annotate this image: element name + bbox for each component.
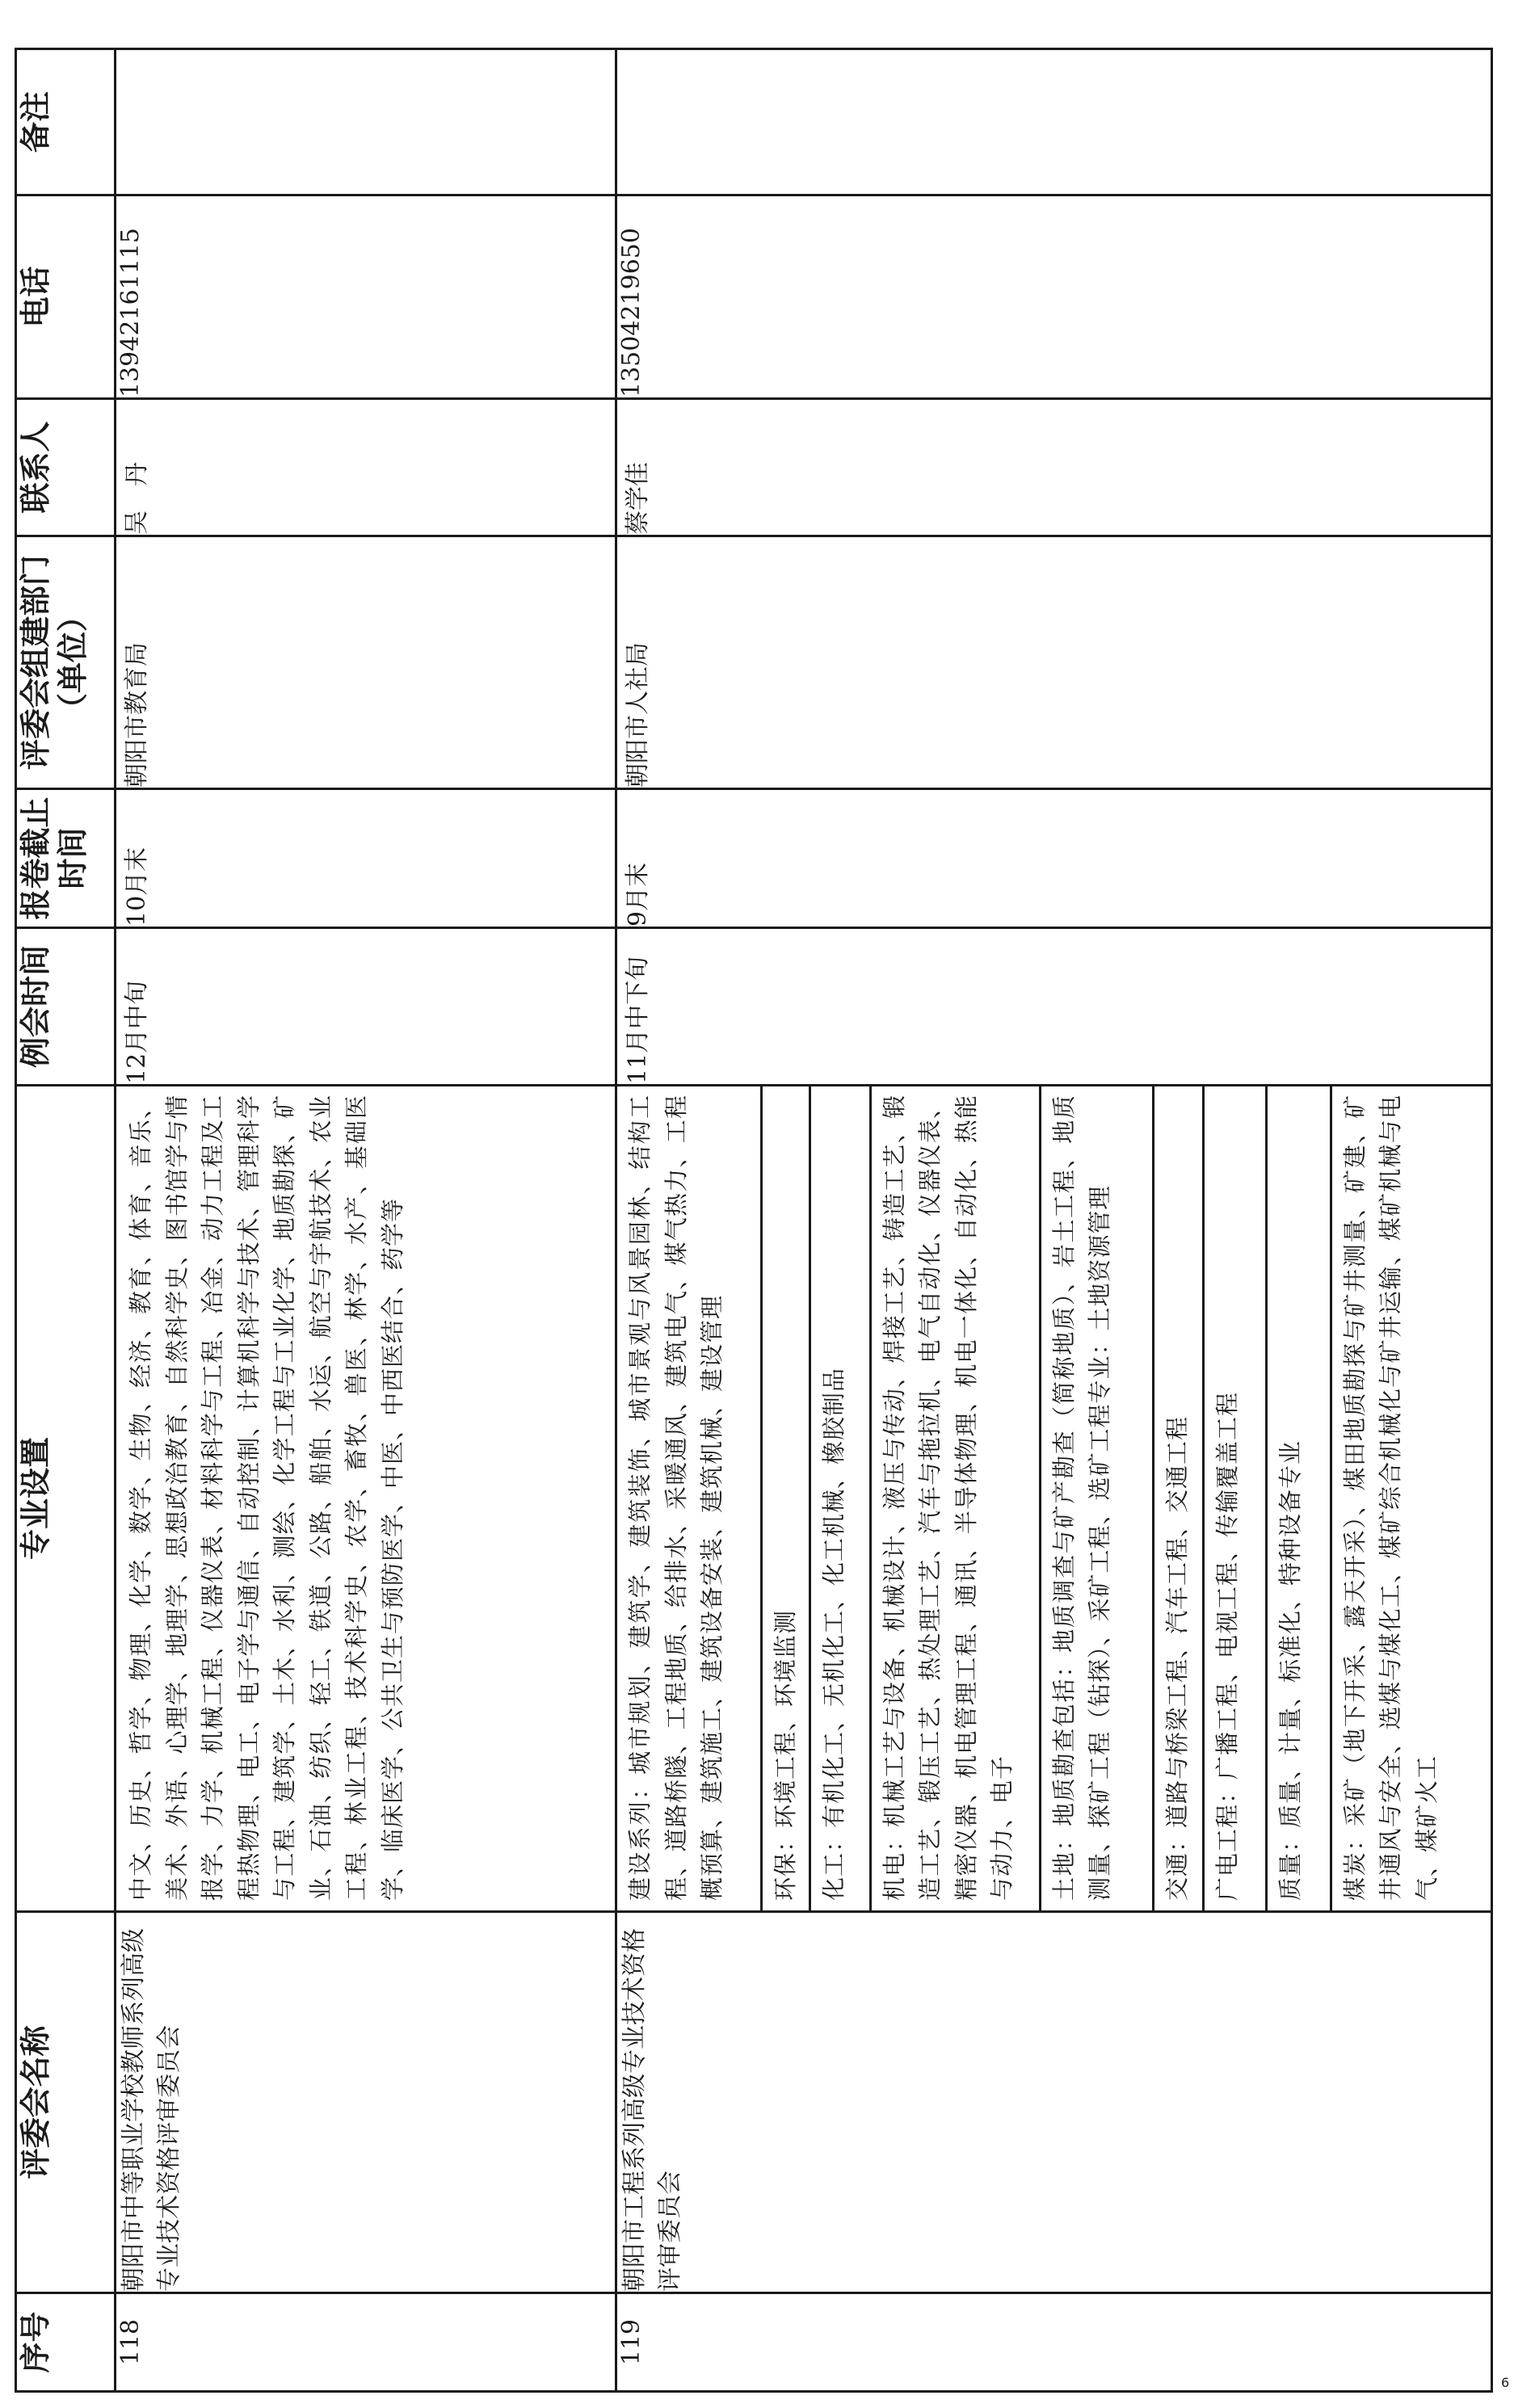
major-group-broadcast: 广电工程：广播工程、电视工程、传输覆盖工程	[1203, 1086, 1266, 1910]
major-group-quality: 质量：质量、计量、标准化、特种设备专业	[1266, 1086, 1331, 1910]
header-seq: 序号	[16, 2293, 116, 2392]
major-group-construction: 建设系列：城市规划、建筑学、建筑装饰、城市景观与风景园林、结构工程、道路桥隧、工程地质、给排水、采暖通风、建筑电气、煤气热力、工程概预算、建筑施工、建筑设备安装、建筑机械、建设管理	[626, 1095, 725, 1901]
row-118-contact: 吴 丹	[116, 399, 616, 536]
row-119-deadline: 9月末	[616, 789, 1492, 928]
header-majors: 专业设置	[16, 1086, 116, 1912]
row-118-seq: 118	[116, 2293, 616, 2392]
committee-table	[15, 48, 1493, 2393]
row-119-committee: 朝阳市工程系列高级专业技术资格评审委员会	[616, 1912, 1492, 2293]
major-group-traffic: 交通：道路与桥梁工程、汽车工程、交通工程	[1153, 1086, 1203, 1910]
header-meeting: 例会时间	[16, 928, 116, 1086]
row-118-deadline: 10月末	[116, 789, 616, 928]
table-sheet	[15, 50, 1493, 2393]
header-dept: 评委会组建部门（单位）	[16, 536, 116, 789]
row-118-remark	[116, 49, 616, 195]
row-119-majors-cell	[616, 1086, 1492, 1912]
row-119-majors-list	[617, 1086, 1449, 1910]
row-119-dept: 朝阳市人社局	[616, 536, 1492, 789]
row-119-phone: 13504219650	[616, 195, 1492, 399]
table-row	[116, 49, 616, 2392]
major-group-coal: 煤炭：采矿（地下开采、露天开采）、煤田地质勘探与矿井测量、矿建、矿井通风与安全、选煤与煤化工、煤矿综合机械化与矿井运输、煤矿机械与电气、煤矿火工	[1331, 1086, 1449, 1910]
header-deadline: 报卷截止时间	[16, 789, 116, 928]
page-number: 6	[1501, 2375, 1510, 2390]
row-119-contact: 蔡学佳	[616, 399, 1492, 536]
row-119-meeting: 11月中下旬	[616, 928, 1492, 1086]
header-phone: 电话	[16, 195, 116, 399]
header-row	[16, 49, 116, 2392]
row-119-seq: 119	[616, 2293, 1492, 2392]
row-118-committee: 朝阳市中等职业学校教师系列高级专业技术资格评审委员会	[116, 1912, 616, 2293]
row-118-majors: 中文、历史、哲学、物理、化学、数学、生物、经济、教育、体育、音乐、美术、外语、心理学、地理学、思想政治教育、自然科学史、图书馆学与情报学、力学、机械工程、仪器仪表、材料科学与工程、冶金、动力工程及工程热物理、电工、电子学与通信、自动控制、计算机科学与技术、管理科学与工程、建筑学、土木、水利、测绘、化学工程与工业化学、地质勘探、矿业、石油、纺织、轻工、铁道、公路、船舶、水运、航空与宇航技术、农业工程、林业工程、技术科学史、农学、畜牧、兽医、林学、水产、基础医学、临床医学、公共卫生与预防医学、中医、中西医结合、药学等	[127, 1095, 406, 1901]
header-remark: 备注	[16, 49, 116, 195]
header-committee: 评委会名称	[16, 1912, 116, 2293]
major-group-land: 土地：地质勘查包括：地质调查与矿产勘查（简称地质）、岩土工程、地质测量、探矿工程（钻探）、采矿工程、选矿工程专业：土地资源管理	[1040, 1086, 1153, 1910]
major-group-environment: 环保：环境工程、环境监测	[761, 1086, 810, 1910]
row-119-remark	[616, 49, 1492, 195]
row-118-majors-cell	[116, 1086, 616, 1912]
row-118-dept: 朝阳市教育局	[116, 536, 616, 789]
table-row	[616, 49, 1492, 2392]
major-group-mechanical: 机电：机械工艺与设备、机械设计、液压与传动、焊接工艺、铸造工艺、锻造工艺、锻压工艺、热处理工艺、汽车与拖拉机、电气自动化、仪器仪表、精密仪器、机电管理工程、通讯、半导体物理、机电一体化、自动化、热能与动力、电子	[870, 1086, 1040, 1910]
row-118-meeting: 12月中旬	[116, 928, 616, 1086]
header-contact: 联系人	[16, 399, 116, 536]
major-group-chemical: 化工：有机化工、无机化工、化工机械、橡胶制品	[810, 1086, 870, 1910]
row-118-phone: 13942161115	[116, 195, 616, 399]
